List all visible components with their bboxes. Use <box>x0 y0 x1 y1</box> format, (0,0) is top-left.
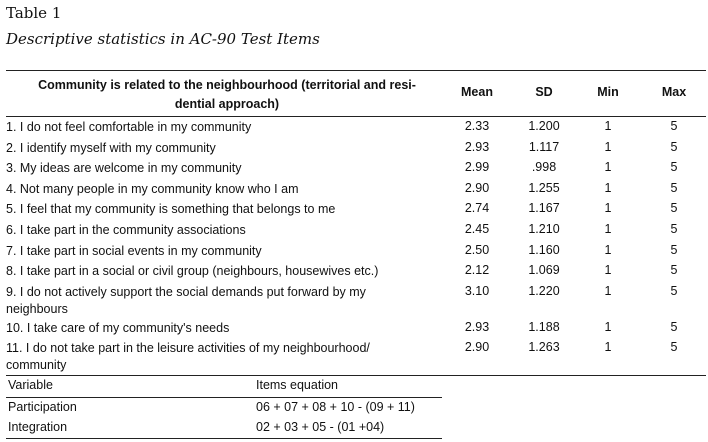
item-mean: 3.10 <box>464 283 490 298</box>
item-text-line1: 11. I do not take part in the leisure activities of my neighbourhood/ <box>6 341 370 356</box>
item-max: 5 <box>670 221 678 236</box>
item-min: 1 <box>604 319 612 334</box>
item-mean: 2.99 <box>464 160 490 175</box>
header-sd: SD <box>535 85 553 99</box>
item-text: 3. My ideas are welcome in my community <box>6 161 242 176</box>
header-title-line1: Community is related to the neighbourhood (territorial and resi- <box>38 78 416 92</box>
item-max: 5 <box>670 242 678 257</box>
item-text: 6. I take part in the community associations <box>6 222 246 237</box>
item-max: 5 <box>670 263 678 278</box>
item-sd: 1.263 <box>528 340 560 355</box>
item-sd: 1.210 <box>528 221 560 236</box>
item-max: 5 <box>670 139 678 154</box>
item-max: 5 <box>670 160 678 175</box>
header-min: Min <box>597 85 619 99</box>
item-text-line1: 9. I do not actively support the social demands put forward by my <box>6 284 366 299</box>
table-row <box>6 241 708 262</box>
community-header <box>12 76 442 114</box>
item-min: 1 <box>604 242 612 257</box>
variable-header: Variable <box>8 378 53 392</box>
item-text: 2. I identify myself with my community <box>6 140 216 155</box>
item-sd: 1.255 <box>528 180 560 195</box>
item-min: 1 <box>604 283 612 298</box>
item-min: 1 <box>604 119 612 133</box>
item-sd: 1.200 <box>528 119 560 133</box>
variable-equation: 02 + 03 + 05 - (01 +04) <box>256 420 385 434</box>
item-sd: 1.117 <box>528 139 560 154</box>
table-row <box>6 179 708 200</box>
item-min: 1 <box>604 263 612 278</box>
item-mean: 2.90 <box>464 180 490 195</box>
header-title-line2: dential approach) <box>174 97 280 111</box>
item-sd: 1.160 <box>528 242 560 257</box>
item-min: 1 <box>604 180 612 195</box>
variables-bottom-rule <box>6 438 442 439</box>
item-max: 5 <box>670 319 678 334</box>
item-text <box>6 340 436 374</box>
variable-equation: 06 + 07 + 08 + 10 - (09 + 11) <box>256 400 415 414</box>
variables-table <box>6 376 442 438</box>
item-max: 5 <box>670 283 678 298</box>
item-text: 5. I feel that my community is something that belongs to me <box>6 202 336 217</box>
table-row <box>6 199 708 220</box>
item-mean: 2.45 <box>464 221 490 236</box>
header-mean: Mean <box>461 85 493 99</box>
item-mean: 2.93 <box>464 139 490 154</box>
items-table <box>6 117 708 374</box>
item-text: 1. I do not feel comfortable in my community <box>6 120 252 134</box>
item-sd: 1.220 <box>528 283 560 298</box>
item-sd: 1.188 <box>528 319 560 334</box>
item-mean: 2.50 <box>464 242 490 257</box>
variables-header-row <box>6 376 442 396</box>
item-mean: 2.90 <box>464 340 490 355</box>
item-mean: 2.33 <box>464 119 490 133</box>
item-mean: 2.74 <box>464 201 490 216</box>
item-sd: 1.167 <box>528 201 560 216</box>
table-row <box>6 282 708 318</box>
header-max: Max <box>661 85 687 99</box>
table-label: Table 1 <box>6 4 62 22</box>
item-text: 4. Not many people in my community know who I am <box>6 181 299 196</box>
table-row <box>6 398 442 418</box>
item-text: 8. I take part in a social or civil group (neighbours, housewives etc.) <box>6 264 379 279</box>
item-mean: 2.93 <box>464 319 490 334</box>
item-max: 5 <box>670 340 678 355</box>
item-min: 1 <box>604 221 612 236</box>
table-row <box>6 418 442 438</box>
item-text: 10. I take care of my community's needs <box>6 320 230 335</box>
table-header <box>6 74 708 116</box>
item-text: 7. I take part in social events in my community <box>6 243 262 258</box>
item-min: 1 <box>604 139 612 154</box>
item-max: 5 <box>670 201 678 216</box>
item-max: 5 <box>670 119 678 133</box>
table-row <box>6 138 708 159</box>
variable-name: Participation <box>8 400 77 414</box>
table-row <box>6 261 708 282</box>
item-sd: 1.069 <box>528 263 560 278</box>
item-min: 1 <box>604 160 612 175</box>
table-row <box>6 220 708 241</box>
item-sd: .998 <box>531 160 557 175</box>
top-rule <box>6 70 706 71</box>
item-text-line2: neighbours <box>6 301 68 316</box>
item-max: 5 <box>670 180 678 195</box>
table-row <box>6 117 708 138</box>
variable-name: Integration <box>8 420 68 434</box>
table-row <box>6 158 708 179</box>
equation-header: Items equation <box>256 378 338 392</box>
item-min: 1 <box>604 201 612 216</box>
item-min: 1 <box>604 340 612 355</box>
table-caption: Descriptive statistics in AC-90 Test Items <box>6 30 320 48</box>
table-row <box>6 318 708 339</box>
item-mean: 2.12 <box>464 263 490 278</box>
item-text <box>6 284 436 318</box>
item-text-line2: community <box>6 358 67 373</box>
table-row <box>6 338 708 374</box>
